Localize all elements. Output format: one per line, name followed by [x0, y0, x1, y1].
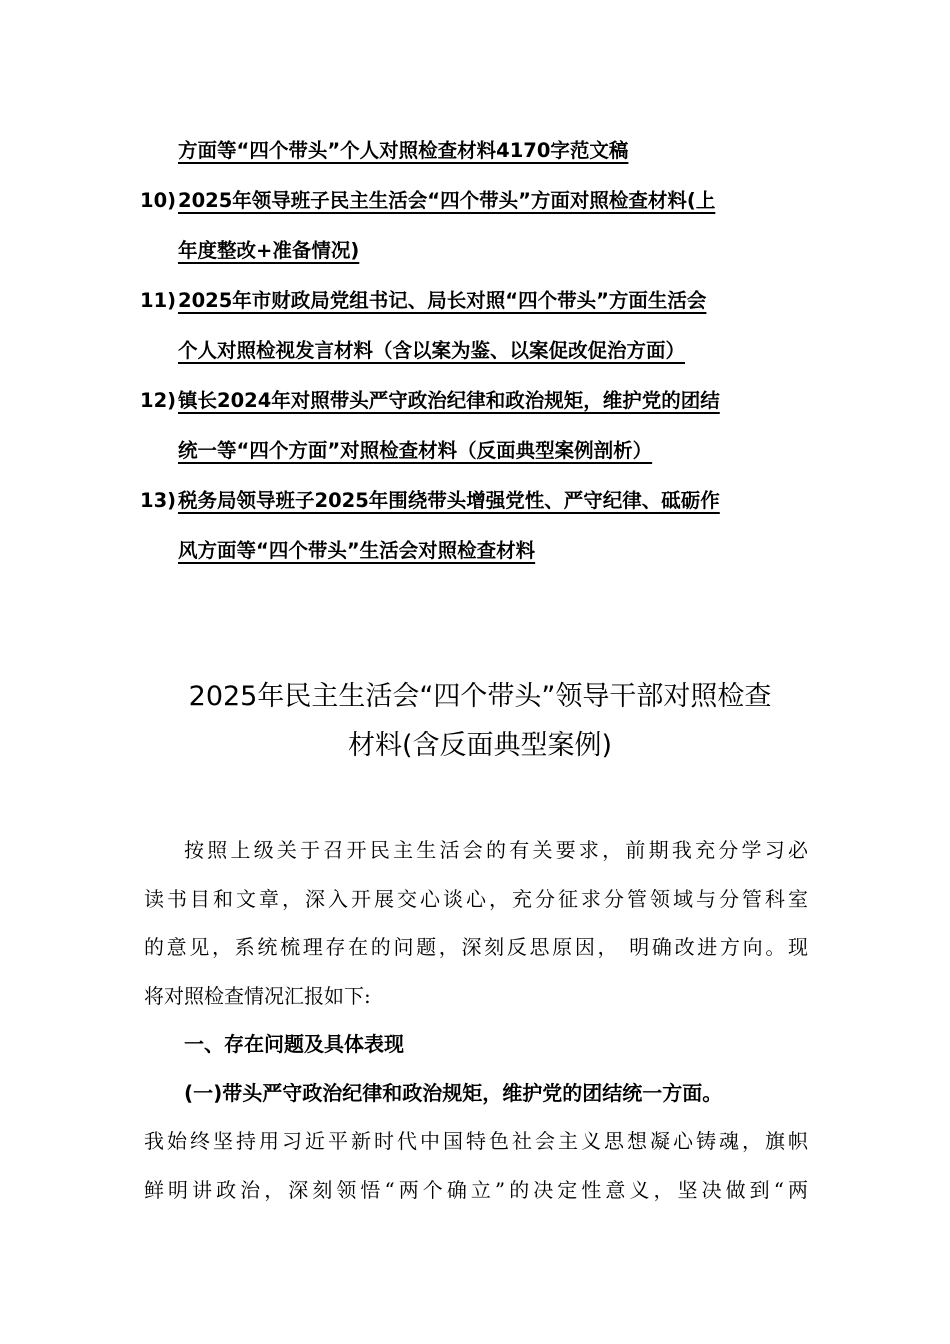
document-title — [140, 672, 820, 770]
title-line-2: 材料(含反面典型案例) — [347, 730, 613, 761]
toc-link-text[interactable]: 2025年市财政局党组书记、局长对照“四个带头”方面生活会 — [178, 289, 707, 312]
toc-item-10[interactable] — [140, 176, 820, 226]
table-of-contents — [140, 126, 820, 576]
toc-item-number: 11) — [140, 289, 177, 312]
toc-item-13-continuation[interactable] — [140, 526, 820, 576]
paragraph-line: 我始终坚持用习近平新时代中国特色社会主义思想凝心铸魂，旗帜 — [144, 1129, 808, 1153]
paragraph-line: 读书目和文章，深入开展交心谈心，充分征求分管领域与分管科室 — [144, 886, 808, 911]
toc-item-11[interactable] — [140, 276, 820, 326]
toc-link-text[interactable]: 风方面等“四个带头”生活会对照检查材料 — [178, 539, 536, 562]
document-body — [144, 826, 808, 1214]
title-line-1: 2025年民主生活会“四个带头”领导干部对照检查 — [188, 681, 772, 712]
toc-item-13[interactable] — [140, 476, 820, 526]
toc-link-text[interactable]: 方面等“四个带头”个人对照检查材料4170字范文稿 — [178, 139, 629, 162]
paragraph-line: 鲜明讲政治，深刻领悟“两个确立”的决定性意义，坚决做到“两 — [144, 1177, 808, 1202]
toc-item-number: 12) — [140, 389, 177, 412]
subsection-heading: (一)带头严守政治纪律和政治规矩，维护党的团结统一方面。 — [184, 1080, 723, 1105]
toc-item-10-continuation[interactable] — [140, 226, 820, 276]
toc-item-number: 13) — [140, 489, 177, 512]
paragraph-line: 的意见，系统梳理存在的问题，深刻反思原因， 明确改进方向。现 — [144, 935, 808, 959]
toc-link-text[interactable]: 2025年领导班子民主生活会“四个带头”方面对照检查材料(上 — [178, 189, 716, 212]
toc-link-text[interactable]: 个人对照检视发言材料（含以案为鉴、以案促改促治方面） — [178, 339, 686, 362]
toc-link-text[interactable]: 镇长2024年对照带头严守政治纪律和政治规矩，维护党的团结 — [178, 389, 720, 412]
section-heading: 一、存在问题及具体表现 — [184, 1032, 404, 1056]
toc-item-12-continuation[interactable] — [140, 426, 820, 476]
toc-link-text[interactable]: 税务局领导班子2025年围绕带头增强党性、严守纪律、砥砺作 — [178, 489, 720, 512]
toc-item-12[interactable] — [140, 376, 820, 426]
paragraph-line: 按照上级关于召开民主生活会的有关要求，前期我充分学习必 — [184, 838, 808, 862]
paragraph-line: 将对照检查情况汇报如下: — [144, 983, 371, 1008]
toc-item-9-continuation[interactable] — [140, 126, 820, 176]
toc-item-11-continuation[interactable] — [140, 326, 820, 376]
toc-link-text[interactable]: 年度整改+准备情况) — [178, 239, 360, 262]
toc-item-number: 10) — [140, 189, 177, 212]
toc-link-text[interactable]: 统一等“四个方面”对照检查材料（反面典型案例剖析） — [178, 439, 653, 462]
